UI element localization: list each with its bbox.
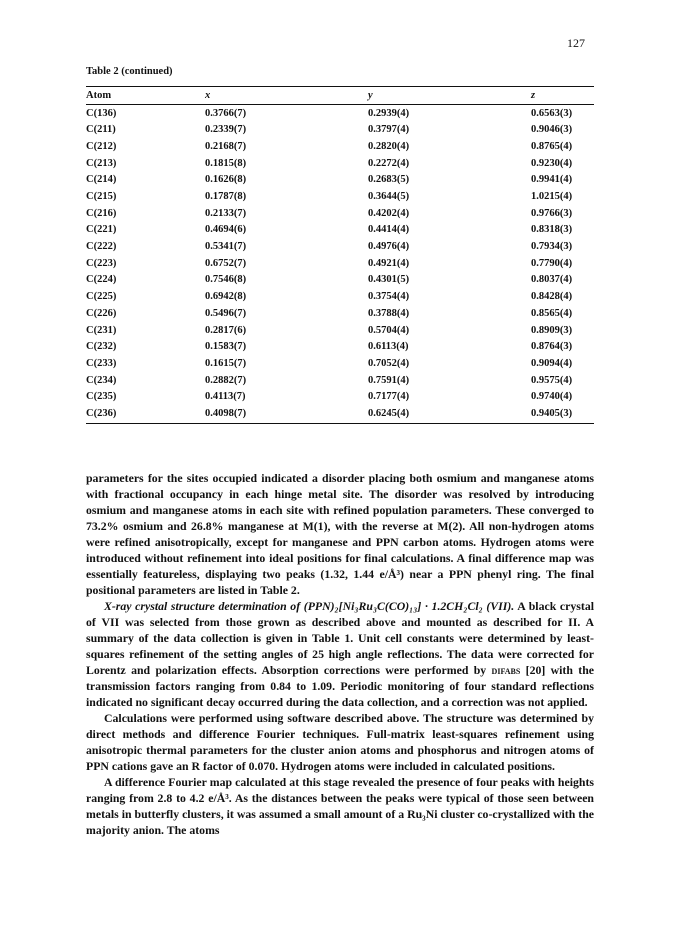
cell-y: 0.5704(4) (368, 324, 410, 336)
table-row (86, 322, 594, 339)
cell-z: 1.0215(4) (531, 191, 573, 203)
cell-atom: C(236) (86, 405, 174, 424)
cell-x: 0.2133(7) (205, 207, 247, 219)
cell-y: 0.3754(4) (368, 291, 410, 303)
header-x: x (174, 87, 345, 105)
cell-atom: C(231) (86, 324, 117, 336)
page-number: 127 (567, 36, 585, 50)
program-name: difabs (491, 663, 521, 677)
table-row (86, 339, 594, 356)
cell-z: 0.9740(4) (531, 391, 573, 403)
cell-y: 0.4414(4) (368, 224, 410, 236)
cell-z: 0.9405(3) (510, 405, 594, 424)
cell-atom: C(222) (86, 241, 117, 253)
cell-y: 0.3644(5) (368, 191, 410, 203)
cell-atom: C(215) (86, 191, 117, 203)
cell-z: 0.9575(4) (531, 374, 573, 386)
cell-y: 0.2820(4) (368, 140, 410, 152)
cell-z: 0.7790(4) (531, 257, 573, 269)
cell-y: 0.6245(4) (345, 405, 510, 424)
table-row (86, 205, 594, 222)
cell-z: 0.6563(3) (531, 107, 573, 119)
cell-x: 0.7546(8) (205, 274, 247, 286)
cell-x: 0.1787(8) (205, 191, 247, 203)
cell-z: 0.9046(3) (531, 124, 573, 136)
cell-x: 0.2168(7) (205, 140, 247, 152)
paragraph-2-text-a: A black crystal of VII was selected from those grown as described above and mounted as described for II. A summary of the data collection is given in Table 1. Unit cell constants were determined by least-squares refinement of the setting angles of 25 high angle reflections. The data were corrected for Lorentz and polarization effects. Absorption corrections were performed by (86, 599, 594, 677)
table-row (86, 405, 594, 424)
paragraph-2-text-b: [20] with the transmission factors ranging from 0.84 to 1.09. Periodic monitoring of four standard reflections indicated no significant decay occurred during the data collection, and a correction was not applied. (86, 663, 594, 709)
table-row (86, 389, 594, 406)
table-row (86, 222, 594, 239)
table-row (86, 105, 594, 122)
paragraph-4: A difference Fourier map calculated at this stage revealed the presence of four peaks with heights ranging from 2.8 to 4.2 e/Å³. As the distances between the peaks were typical of those seen between metals in butterfly clusters, it was assumed a small amount of a Ru₃Ni cluster co-crystallized with the majority anion. The atoms (86, 775, 594, 837)
cell-z: 0.8037(4) (531, 274, 573, 286)
cell-x: 0.1626(8) (205, 174, 247, 186)
cell-atom: C(233) (86, 357, 117, 369)
cell-y: 0.3797(4) (368, 124, 410, 136)
cell-y: 0.2939(4) (368, 107, 410, 119)
cell-z: 0.8909(3) (531, 324, 573, 336)
cell-y: 0.2272(4) (368, 157, 410, 169)
cell-y: 0.3788(4) (368, 307, 410, 319)
cell-x: 0.4098(7) (174, 405, 345, 424)
table-container (86, 86, 594, 424)
cell-x: 0.3766(7) (205, 107, 247, 119)
header-y: y (345, 87, 510, 105)
table-row (86, 138, 594, 155)
body-text (86, 470, 594, 838)
table-row (86, 272, 594, 289)
cell-atom: C(226) (86, 307, 117, 319)
cell-x: 0.5341(7) (205, 241, 247, 253)
cell-atom: C(232) (86, 341, 117, 353)
paragraph-3: Calculations were performed using software described above. The structure was determined by direct methods and difference Fourier techniques. Full-matrix least-squares refinement using anisotropic thermal parameters for the cluster anion atoms and phosphorus and nitrogen atoms of PPN cations gave an R factor of 0.070. Hydrogen atoms were included in calculated positions. (86, 711, 594, 773)
section-heading: X-ray crystal structure determination of (PPN)₂[Ni₃Ru₃C(CO)₁₃] · 1.2CH₂Cl₂ (VII). (104, 599, 515, 613)
cell-atom: C(216) (86, 207, 117, 219)
cell-atom: C(224) (86, 274, 117, 286)
paragraph-2 (86, 598, 594, 710)
cell-x: 0.2817(6) (205, 324, 247, 336)
table-header-row (86, 87, 594, 105)
cell-y: 0.7052(4) (368, 357, 410, 369)
cell-y: 0.2683(5) (368, 174, 410, 186)
cell-atom: C(221) (86, 224, 117, 236)
cell-z: 0.8318(3) (531, 224, 573, 236)
cell-atom: C(211) (86, 124, 116, 136)
cell-x: 0.2339(7) (205, 124, 247, 136)
table-row (86, 255, 594, 272)
cell-atom: C(234) (86, 374, 117, 386)
table-row (86, 289, 594, 306)
cell-atom: C(214) (86, 174, 117, 186)
cell-y: 0.6113(4) (368, 341, 409, 353)
cell-x: 0.1615(7) (205, 357, 247, 369)
cell-atom: C(136) (86, 107, 117, 119)
cell-y: 0.7591(4) (368, 374, 410, 386)
cell-atom: C(213) (86, 157, 117, 169)
cell-atom: C(225) (86, 291, 117, 303)
cell-z: 0.9230(4) (531, 157, 573, 169)
cell-atom: C(223) (86, 257, 117, 269)
cell-x: 0.5496(7) (205, 307, 247, 319)
cell-y: 0.7177(4) (368, 391, 410, 403)
cell-x: 0.6942(8) (205, 291, 247, 303)
cell-x: 0.1583(7) (205, 341, 247, 353)
table-row (86, 172, 594, 189)
header-z: z (510, 87, 594, 105)
cell-z: 0.9941(4) (531, 174, 573, 186)
table-row (86, 122, 594, 139)
cell-y: 0.4202(4) (368, 207, 410, 219)
table-row (86, 239, 594, 256)
cell-z: 0.9094(4) (531, 357, 573, 369)
table-row (86, 372, 594, 389)
table-caption: Table 2 (continued) (86, 66, 173, 77)
cell-x: 0.6752(7) (205, 257, 247, 269)
table-row (86, 188, 594, 205)
table-row (86, 305, 594, 322)
cell-y: 0.4921(4) (368, 257, 410, 269)
coordinates-table (86, 86, 594, 424)
cell-x: 0.4694(6) (205, 224, 247, 236)
cell-atom: C(212) (86, 140, 117, 152)
cell-x: 0.1815(8) (205, 157, 247, 169)
cell-z: 0.8764(3) (531, 341, 573, 353)
paragraph-1: parameters for the sites occupied indicated a disorder placing both osmium and manganese atoms with fractional occupancy in each hinge metal site. The disorder was resolved by introducing osmium and manganese atoms in each site with refined population parameters. These converged to 73.2% osmium and 26.8% manganese at M(1), with the reverse at M(2). All non-hydrogen atoms were refined anisotropically, except for manganese and PPN carbon atoms. Hydrogen atoms were introduced without refinement into ideal positions for final calculations. A final difference map was essentially featureless, displaying two peaks (1.32, 1.44 e/Å³) near a PPN phenyl ring. The final positional parameters are listed in Table 2. (86, 471, 594, 597)
cell-atom: C(235) (86, 391, 117, 403)
cell-z: 0.9766(3) (531, 207, 573, 219)
header-atom: Atom (86, 87, 174, 105)
table-body (86, 105, 594, 424)
cell-y: 0.4301(5) (368, 274, 410, 286)
cell-x: 0.4113(7) (205, 391, 246, 403)
table-row (86, 355, 594, 372)
cell-z: 0.8765(4) (531, 140, 573, 152)
cell-z: 0.8565(4) (531, 307, 573, 319)
cell-x: 0.2882(7) (205, 374, 247, 386)
cell-z: 0.7934(3) (531, 241, 573, 253)
table-row (86, 155, 594, 172)
cell-z: 0.8428(4) (531, 291, 573, 303)
cell-y: 0.4976(4) (368, 241, 410, 253)
